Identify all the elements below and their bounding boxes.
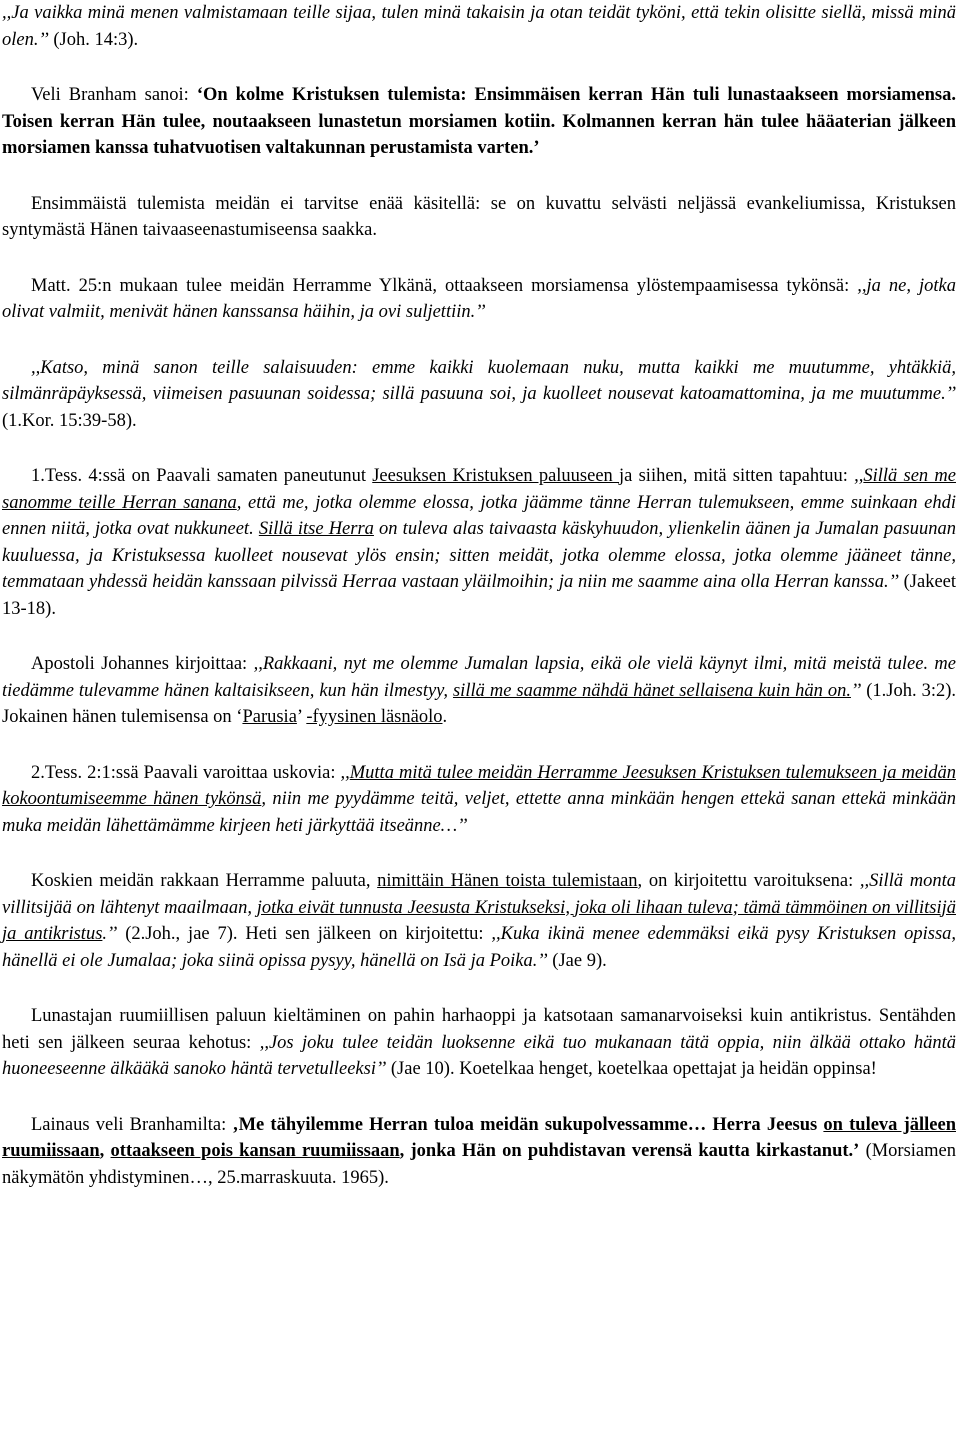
text-run: Apostoli Johannes kirjoittaa:	[31, 654, 254, 674]
text-run: (2.Joh., jae 7). Heti sen jälkeen on kirjoitettu:	[117, 924, 492, 944]
underlined-text-run: ottaakseen pois kansan ruumiissaan	[110, 1141, 400, 1161]
underlined-text-run: Sillä sen me sanomme teille Herran sanana	[2, 466, 956, 513]
text-run: ja siihen, mitä sitten tapahtuu:	[619, 466, 855, 486]
text-run: ,,	[854, 466, 864, 486]
text-run: ,,	[340, 762, 350, 783]
underlined-text-run: -fyysinen läsnäolo	[306, 707, 443, 727]
paragraph-9	[2, 868, 956, 974]
text-run: ,,Rakkaani, nyt me olemme Jumalan lapsia, eikä ole vielä käynyt ilmi, mitä meistä tulee. me tiedämme tulevamme hänen kaltaisikseen, kun hän ilmestyy,	[2, 654, 956, 701]
paragraph-10	[2, 1003, 956, 1083]
underlined-text-run: Mutta mitä tulee meidän Herramme Jeesuksen Kristuksen tulemukseen ja meidän kokoontumiseemme hänen tykönsä	[2, 762, 956, 809]
text-run: ‘On kolme Kristuksen tulemista: Ensimmäisen kerran Hän tuli lunastaakseen morsiamensa. Toisen kerran Hän tulee, noutaakseen lunastetun morsiamen kotiin. Kolmannen kerran hän tulee hääaterian jälkeen morsiamen kanssa tuhatvuotisen valtakunnan perustamista varten.’	[2, 85, 956, 158]
text-run: Lainaus veli Branhamilta:	[31, 1114, 233, 1135]
paragraph-1	[2, 0, 956, 53]
text-run: , jonka Hän on puhdistavan verensä kautta kirkastanut.’	[399, 1141, 860, 1161]
text-run: , että me, jotka olemme elossa, jotka jäämme tänne Herran tulemukseen, emme suinkaan ehdi ennen niitä, jotka ovat nukkuneet.	[2, 492, 956, 539]
text-run: ,,Katso, minä sanon teille salaisuuden: emme kaikki kuolemaan nuku, mutta kaikki me muutumme, yhtäkkiä, silmänräpäyksessä, viimeisen pasuunan soidessa; sillä pasuuna soi, ja kuolleet nousevat katoamattomina, ja me muutumme.’’	[2, 357, 956, 404]
underlined-text-run: jotka eivät tunnusta Jeesusta Kristukseksi, joka oli lihaan tuleva; tämä tämmöinen on villitsijä ja antikristus	[2, 897, 956, 944]
paragraph-6	[2, 463, 956, 622]
text-run: Koskien meidän rakkaan Herramme paluuta,	[31, 871, 378, 891]
text-run: 2.Tess. 2:1:ssä Paavali varoittaa uskovia:	[31, 762, 341, 783]
text-run: (Morsiamen näkymätön yhdistyminen…, 25.marraskuuta. 1965).	[2, 1141, 956, 1188]
text-run: Ensimmäistä tulemista meidän ei tarvitse enää käsitellä: se on kuvattu selvästi neljässä evankeliumissa, Kristuksen syntymästä Hänen taivaaseenastumiseensa saakka.	[2, 193, 956, 240]
text-run: (Jakeet 13-18).	[2, 572, 956, 619]
paragraph-11	[2, 1112, 956, 1192]
underlined-text-run: Sillä itse Herra	[258, 519, 374, 539]
text-run: (Joh. 14:3).	[48, 29, 139, 50]
text-run: , on kirjoitettu varoituksena:	[637, 871, 860, 891]
text-run: ,	[99, 1141, 111, 1161]
paragraph-2	[2, 82, 956, 162]
underlined-text-run: sillä me saamme nähdä hänet sellaisena kuin hän on.	[452, 680, 851, 701]
text-run: ,,Sillä monta villitsijää on lähtenyt maailmaan,	[2, 871, 956, 918]
text-run: Lunastajan ruumiillisen paluun kieltäminen on pahin harhaoppi ja katsotaan samanarvoiseksi kuin antikristus. Sentähden heti sen jälkeen seuraa kehotus:	[2, 1006, 956, 1053]
text-run: (1.Joh. 3:2). Jokainen hänen tulemisensa on ‘	[2, 680, 956, 727]
text-run: on tuleva alas taivaasta käskyhuudon, ylienkelin äänen ja Jumalan pasuunan kuuluessa, ja Kristuksessa kuolleet nousevat ylös ensin; sitten meidät, jotka olemme elossa, jotka olemme jääneet tänne, temmataan yhdessä heidän kanssaan pilvissä Herraa vastaan yläilmoihin; ja niin me saamme aina olla Herran kanssa.’’	[2, 519, 956, 592]
text-run: .	[442, 707, 448, 727]
text-run: Veli Branham sanoi:	[31, 85, 197, 105]
underlined-text-run: on tuleva jälleen ruumiissaan	[2, 1114, 956, 1161]
text-run: ,,Kuka ikinä menee edemmäksi eikä pysy Kristuksen opissa, hänellä ei ole Jumalaa; joka siinä opissa pysyy, hänellä on Isä ja Poika.’’	[2, 924, 957, 971]
text-run: Matt. 25:n mukaan tulee meidän Herramme Ylkänä, ottaakseen morsiamensa ylöstempaamisessa tykönsä:	[31, 275, 858, 296]
text-run: ‚Me tähyilemme Herran tuloa meidän sukupolvessamme… Herra Jeesus	[232, 1114, 824, 1135]
paragraph-7	[2, 651, 956, 731]
text-run: 1.Tess. 4:ssä on Paavali samaten paneutunut	[31, 466, 373, 486]
text-run: ,,ja ne, jotka olivat valmiit, menivät hänen kanssansa häihin, ja ovi suljettiin.’’	[2, 275, 957, 322]
text-run: .’’	[102, 924, 118, 944]
paragraph-5	[2, 355, 956, 435]
underlined-text-run: nimittäin Hänen toista tulemistaan	[377, 871, 638, 891]
text-run: , niin me pyydämme teitä, veljet, ettette anna minkään hengen ettekä sanan ettekä minkään muka meidän lähettämämme kirjeen heti järkyttää itseänne…’’	[2, 789, 957, 836]
text-run: ,,Jos joku tulee teidän luoksenne eikä tuo mukanaan tätä oppia, niin älkää ottako häntä huoneeseenne älkääkä sanoko häntä tervetulleeksi’’	[2, 1032, 957, 1079]
paragraph-8	[2, 760, 956, 840]
paragraph-3	[2, 191, 956, 244]
text-run: (Jae 10). Koetelkaa henget, koetelkaa opettajat ja heidän oppinsa!	[386, 1059, 877, 1079]
underlined-text-run: Jeesuksen Kristuksen paluuseen	[372, 466, 620, 486]
text-run: (1.Kor. 15:39-58).	[2, 410, 137, 431]
text-run: ’	[296, 707, 307, 727]
text-run: (Jae 9).	[547, 950, 607, 971]
text-run: ,,Ja vaikka minä menen valmistamaan teille sijaa, tulen minä takaisin ja otan teidät tyköni, että tekin olisitte siellä, missä minä olen.’’	[2, 3, 956, 50]
text-run: ’’	[850, 680, 862, 701]
underlined-text-run: Parusia	[242, 707, 297, 727]
paragraph-4	[2, 273, 956, 326]
